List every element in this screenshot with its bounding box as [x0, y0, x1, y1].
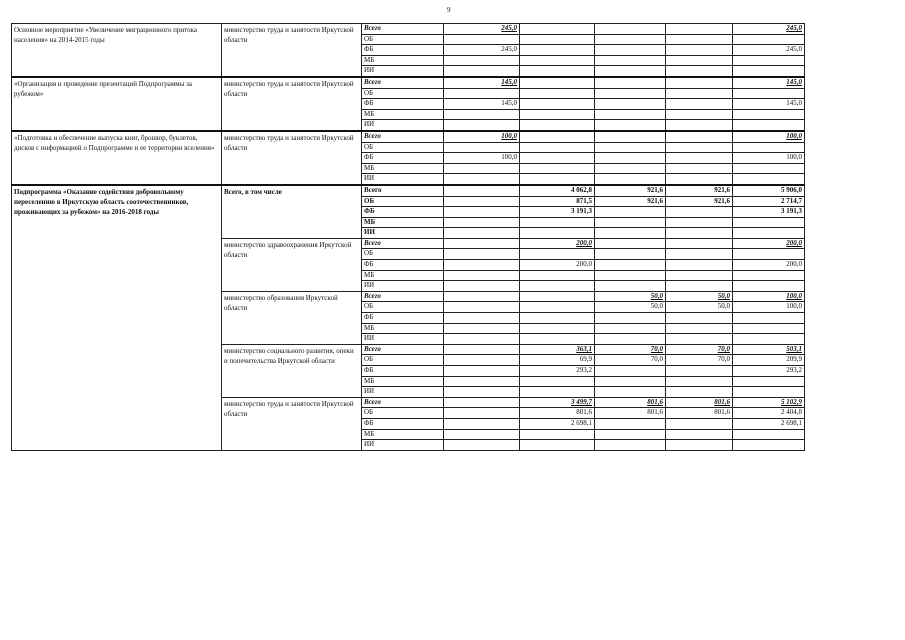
page-number: 9 [447, 6, 451, 14]
amount-cell [520, 429, 595, 440]
executor-cell: министерство труда и занятости Иркутской области [222, 24, 362, 77]
amount-cell [520, 142, 595, 153]
amount-cell [444, 238, 520, 249]
amount-cell [595, 77, 666, 88]
budget-table-body [12, 24, 805, 451]
amount-cell [444, 120, 520, 131]
amount-cell: 145,0 [444, 77, 520, 88]
amount-cell: 200,0 [733, 238, 805, 249]
amount-cell [444, 313, 520, 324]
executor-cell: министерство социального развития, опеки и попечительства Иркутской области [222, 344, 362, 397]
amount-cell [520, 313, 595, 324]
amount-cell [595, 131, 666, 142]
amount-cell: 363,1 [520, 344, 595, 355]
funding-source-cell: МБ [362, 270, 444, 281]
amount-cell: 70,0 [595, 344, 666, 355]
amount-cell [520, 163, 595, 174]
amount-cell [444, 66, 520, 77]
amount-cell [666, 24, 733, 35]
amount-cell [666, 174, 733, 185]
amount-cell [666, 418, 733, 429]
amount-cell [595, 174, 666, 185]
funding-source-cell: ФБ [362, 153, 444, 164]
amount-cell [444, 260, 520, 271]
amount-cell [733, 323, 805, 334]
amount-cell: 5 906,0 [733, 185, 805, 196]
amount-cell [733, 174, 805, 185]
executor-cell: министерство труда и занятости Иркутской области [222, 131, 362, 185]
table-row [12, 185, 805, 196]
amount-cell [595, 376, 666, 387]
amount-cell [666, 387, 733, 398]
table-row [12, 131, 805, 142]
amount-cell [733, 142, 805, 153]
amount-cell [520, 77, 595, 88]
funding-source-cell: Всего [362, 131, 444, 142]
funding-source-cell: МБ [362, 55, 444, 66]
funding-source-cell: ФБ [362, 99, 444, 110]
amount-cell: 801,6 [666, 397, 733, 408]
amount-cell [733, 281, 805, 292]
amount-cell: 921,6 [666, 185, 733, 196]
amount-cell [666, 55, 733, 66]
amount-cell: 145,0 [733, 77, 805, 88]
amount-cell [595, 238, 666, 249]
funding-source-cell: ОБ [362, 34, 444, 45]
amount-cell [444, 34, 520, 45]
amount-cell [595, 153, 666, 164]
amount-cell [733, 429, 805, 440]
amount-cell [595, 418, 666, 429]
measure-name-cell: Подпрограмма «Оказание содействия добровольному переселению в Иркутскую область соотечественников, проживающих за рубежом» на 2016-2018 годы [12, 185, 222, 450]
amount-cell: 801,6 [666, 408, 733, 419]
amount-cell [733, 109, 805, 120]
amount-cell [444, 418, 520, 429]
amount-cell [733, 66, 805, 77]
amount-cell [520, 270, 595, 281]
amount-cell [444, 249, 520, 260]
amount-cell: 69,9 [520, 355, 595, 366]
executor-cell: министерство здравоохранения Иркутской области [222, 238, 362, 291]
amount-cell [520, 334, 595, 345]
amount-cell [444, 408, 520, 419]
funding-source-cell: Всего [362, 77, 444, 88]
amount-cell [444, 142, 520, 153]
executor-cell: Всего, в том числе [222, 185, 362, 238]
amount-cell [666, 88, 733, 99]
amount-cell [595, 217, 666, 228]
amount-cell [444, 440, 520, 451]
amount-cell [595, 99, 666, 110]
amount-cell: 70,0 [595, 355, 666, 366]
amount-cell [666, 77, 733, 88]
amount-cell [595, 24, 666, 35]
amount-cell [595, 313, 666, 324]
amount-cell: 50,0 [666, 291, 733, 302]
amount-cell [444, 109, 520, 120]
amount-cell: 801,6 [520, 408, 595, 419]
executor-cell: министерство труда и занятости Иркутской области [222, 77, 362, 131]
amount-cell [595, 142, 666, 153]
amount-cell: 100,0 [733, 153, 805, 164]
amount-cell [444, 163, 520, 174]
amount-cell: 50,0 [666, 302, 733, 313]
amount-cell [520, 55, 595, 66]
amount-cell [444, 196, 520, 207]
amount-cell [666, 238, 733, 249]
amount-cell: 245,0 [444, 24, 520, 35]
funding-source-cell: ОБ [362, 302, 444, 313]
funding-source-cell: ОБ [362, 249, 444, 260]
amount-cell: 921,6 [666, 196, 733, 207]
amount-cell [733, 249, 805, 260]
amount-cell: 293,2 [733, 366, 805, 377]
amount-cell: 921,6 [595, 185, 666, 196]
amount-cell [595, 440, 666, 451]
amount-cell [666, 376, 733, 387]
amount-cell: 200,0 [520, 238, 595, 249]
amount-cell [520, 88, 595, 99]
funding-source-cell: ФБ [362, 418, 444, 429]
amount-cell [520, 120, 595, 131]
amount-cell: 3 191,3 [733, 207, 805, 218]
amount-cell [520, 228, 595, 239]
funding-source-cell: МБ [362, 163, 444, 174]
amount-cell: 2 698,1 [520, 418, 595, 429]
table-row [12, 77, 805, 88]
executor-cell: министерство труда и занятости Иркутской области [222, 397, 362, 450]
amount-cell [666, 34, 733, 45]
amount-cell [666, 249, 733, 260]
amount-cell [444, 355, 520, 366]
amount-cell [444, 185, 520, 196]
amount-cell [520, 109, 595, 120]
amount-cell [444, 270, 520, 281]
amount-cell [595, 334, 666, 345]
amount-cell [666, 260, 733, 271]
amount-cell [520, 302, 595, 313]
funding-source-cell: Всего [362, 238, 444, 249]
amount-cell [444, 323, 520, 334]
amount-cell: 2 698,1 [733, 418, 805, 429]
amount-cell [520, 153, 595, 164]
funding-source-cell: ОБ [362, 196, 444, 207]
amount-cell [666, 323, 733, 334]
amount-cell [666, 131, 733, 142]
amount-cell: 100,0 [444, 131, 520, 142]
amount-cell: 921,6 [595, 196, 666, 207]
amount-cell [444, 55, 520, 66]
amount-cell [444, 174, 520, 185]
amount-cell [595, 429, 666, 440]
amount-cell [733, 55, 805, 66]
amount-cell [666, 270, 733, 281]
amount-cell [733, 270, 805, 281]
funding-source-cell: Всего [362, 185, 444, 196]
amount-cell [444, 281, 520, 292]
amount-cell: 70,0 [666, 355, 733, 366]
amount-cell [444, 334, 520, 345]
amount-cell [444, 376, 520, 387]
funding-source-cell: ОБ [362, 88, 444, 99]
amount-cell [520, 387, 595, 398]
amount-cell [595, 270, 666, 281]
amount-cell [595, 387, 666, 398]
amount-cell: 145,0 [733, 99, 805, 110]
funding-source-cell: ИИ [362, 387, 444, 398]
amount-cell [666, 45, 733, 56]
funding-source-cell: ОБ [362, 142, 444, 153]
amount-cell [666, 120, 733, 131]
amount-cell: 245,0 [733, 45, 805, 56]
amount-cell: 3 499,7 [520, 397, 595, 408]
amount-cell [520, 291, 595, 302]
amount-cell [595, 281, 666, 292]
amount-cell [595, 366, 666, 377]
amount-cell [520, 323, 595, 334]
amount-cell [444, 397, 520, 408]
amount-cell [733, 440, 805, 451]
funding-source-cell: МБ [362, 217, 444, 228]
amount-cell [666, 153, 733, 164]
amount-cell [733, 334, 805, 345]
amount-cell [595, 323, 666, 334]
amount-cell [666, 440, 733, 451]
amount-cell [733, 313, 805, 324]
measure-name-cell: «Организация и проведение презентаций Подпрограммы за рубежом» [12, 77, 222, 131]
funding-source-cell: ИИ [362, 66, 444, 77]
amount-cell [595, 120, 666, 131]
amount-cell: 293,2 [520, 366, 595, 377]
amount-cell [595, 55, 666, 66]
amount-cell [666, 66, 733, 77]
amount-cell: 801,6 [595, 397, 666, 408]
funding-source-cell: ИИ [362, 334, 444, 345]
amount-cell [520, 45, 595, 56]
amount-cell [444, 302, 520, 313]
amount-cell [444, 207, 520, 218]
amount-cell [733, 376, 805, 387]
amount-cell: 100,0 [733, 302, 805, 313]
amount-cell [595, 45, 666, 56]
amount-cell [520, 174, 595, 185]
amount-cell: 200,0 [733, 260, 805, 271]
amount-cell [444, 344, 520, 355]
amount-cell [520, 131, 595, 142]
amount-cell [520, 281, 595, 292]
amount-cell [520, 24, 595, 35]
funding-source-cell: ИИ [362, 120, 444, 131]
amount-cell [666, 99, 733, 110]
amount-cell [520, 66, 595, 77]
funding-source-cell: Всего [362, 291, 444, 302]
amount-cell [666, 142, 733, 153]
funding-source-cell: ФБ [362, 366, 444, 377]
amount-cell: 100,0 [733, 291, 805, 302]
amount-cell [520, 34, 595, 45]
funding-source-cell: ИИ [362, 174, 444, 185]
amount-cell [666, 207, 733, 218]
funding-source-cell: Всего [362, 24, 444, 35]
amount-cell [666, 334, 733, 345]
amount-cell [444, 429, 520, 440]
amount-cell [666, 429, 733, 440]
amount-cell [595, 66, 666, 77]
table-row [12, 24, 805, 35]
funding-source-cell: ФБ [362, 313, 444, 324]
funding-source-cell: МБ [362, 109, 444, 120]
funding-source-cell: МБ [362, 376, 444, 387]
funding-source-cell: ОБ [362, 408, 444, 419]
amount-cell [733, 120, 805, 131]
amount-cell: 801,6 [595, 408, 666, 419]
amount-cell [595, 207, 666, 218]
amount-cell [666, 109, 733, 120]
amount-cell [733, 88, 805, 99]
amount-cell [520, 440, 595, 451]
amount-cell [733, 387, 805, 398]
funding-source-cell: Всего [362, 397, 444, 408]
amount-cell [444, 88, 520, 99]
amount-cell: 245,0 [444, 45, 520, 56]
amount-cell: 5 102,9 [733, 397, 805, 408]
amount-cell [444, 291, 520, 302]
funding-source-cell: ОБ [362, 355, 444, 366]
amount-cell [733, 217, 805, 228]
measure-name-cell: «Подготовка и обеспечение выпуска книг, брошюр, буклетов, дисков с информацией о Подпрограмме и ее территории вселения» [12, 131, 222, 185]
amount-cell: 503,1 [733, 344, 805, 355]
amount-cell: 871,5 [520, 196, 595, 207]
amount-cell [666, 313, 733, 324]
amount-cell: 2 404,8 [733, 408, 805, 419]
funding-source-cell: МБ [362, 429, 444, 440]
amount-cell [444, 217, 520, 228]
amount-cell [595, 228, 666, 239]
amount-cell [444, 228, 520, 239]
funding-source-cell: ФБ [362, 207, 444, 218]
funding-source-cell: ИИ [362, 440, 444, 451]
amount-cell [444, 387, 520, 398]
amount-cell: 4 062,8 [520, 185, 595, 196]
amount-cell [520, 217, 595, 228]
amount-cell: 3 191,3 [520, 207, 595, 218]
funding-source-cell: Всего [362, 344, 444, 355]
funding-source-cell: ФБ [362, 45, 444, 56]
amount-cell [520, 376, 595, 387]
amount-cell [733, 228, 805, 239]
amount-cell: 50,0 [595, 302, 666, 313]
amount-cell [520, 249, 595, 260]
amount-cell: 209,9 [733, 355, 805, 366]
amount-cell [595, 88, 666, 99]
funding-source-cell: МБ [362, 323, 444, 334]
amount-cell [595, 109, 666, 120]
funding-source-cell: ИИ [362, 228, 444, 239]
measure-name-cell: Основное мероприятие «Увеличение миграционного притока населения» на 2014-2015 годы [12, 24, 222, 77]
amount-cell [444, 366, 520, 377]
amount-cell [595, 34, 666, 45]
funding-source-cell: ФБ [362, 260, 444, 271]
budget-table [11, 23, 805, 451]
amount-cell [595, 163, 666, 174]
amount-cell: 2 714,7 [733, 196, 805, 207]
amount-cell [666, 281, 733, 292]
amount-cell [595, 260, 666, 271]
amount-cell [520, 99, 595, 110]
executor-cell: министерство образования Иркутской области [222, 291, 362, 344]
amount-cell [666, 228, 733, 239]
amount-cell: 145,0 [444, 99, 520, 110]
amount-cell: 245,0 [733, 24, 805, 35]
amount-cell [666, 366, 733, 377]
funding-source-cell: ИИ [362, 281, 444, 292]
amount-cell [595, 249, 666, 260]
amount-cell: 70,0 [666, 344, 733, 355]
amount-cell: 200,0 [520, 260, 595, 271]
amount-cell [733, 163, 805, 174]
amount-cell: 50,0 [595, 291, 666, 302]
amount-cell: 100,0 [444, 153, 520, 164]
amount-cell: 100,0 [733, 131, 805, 142]
amount-cell [666, 217, 733, 228]
amount-cell [666, 163, 733, 174]
amount-cell [733, 34, 805, 45]
